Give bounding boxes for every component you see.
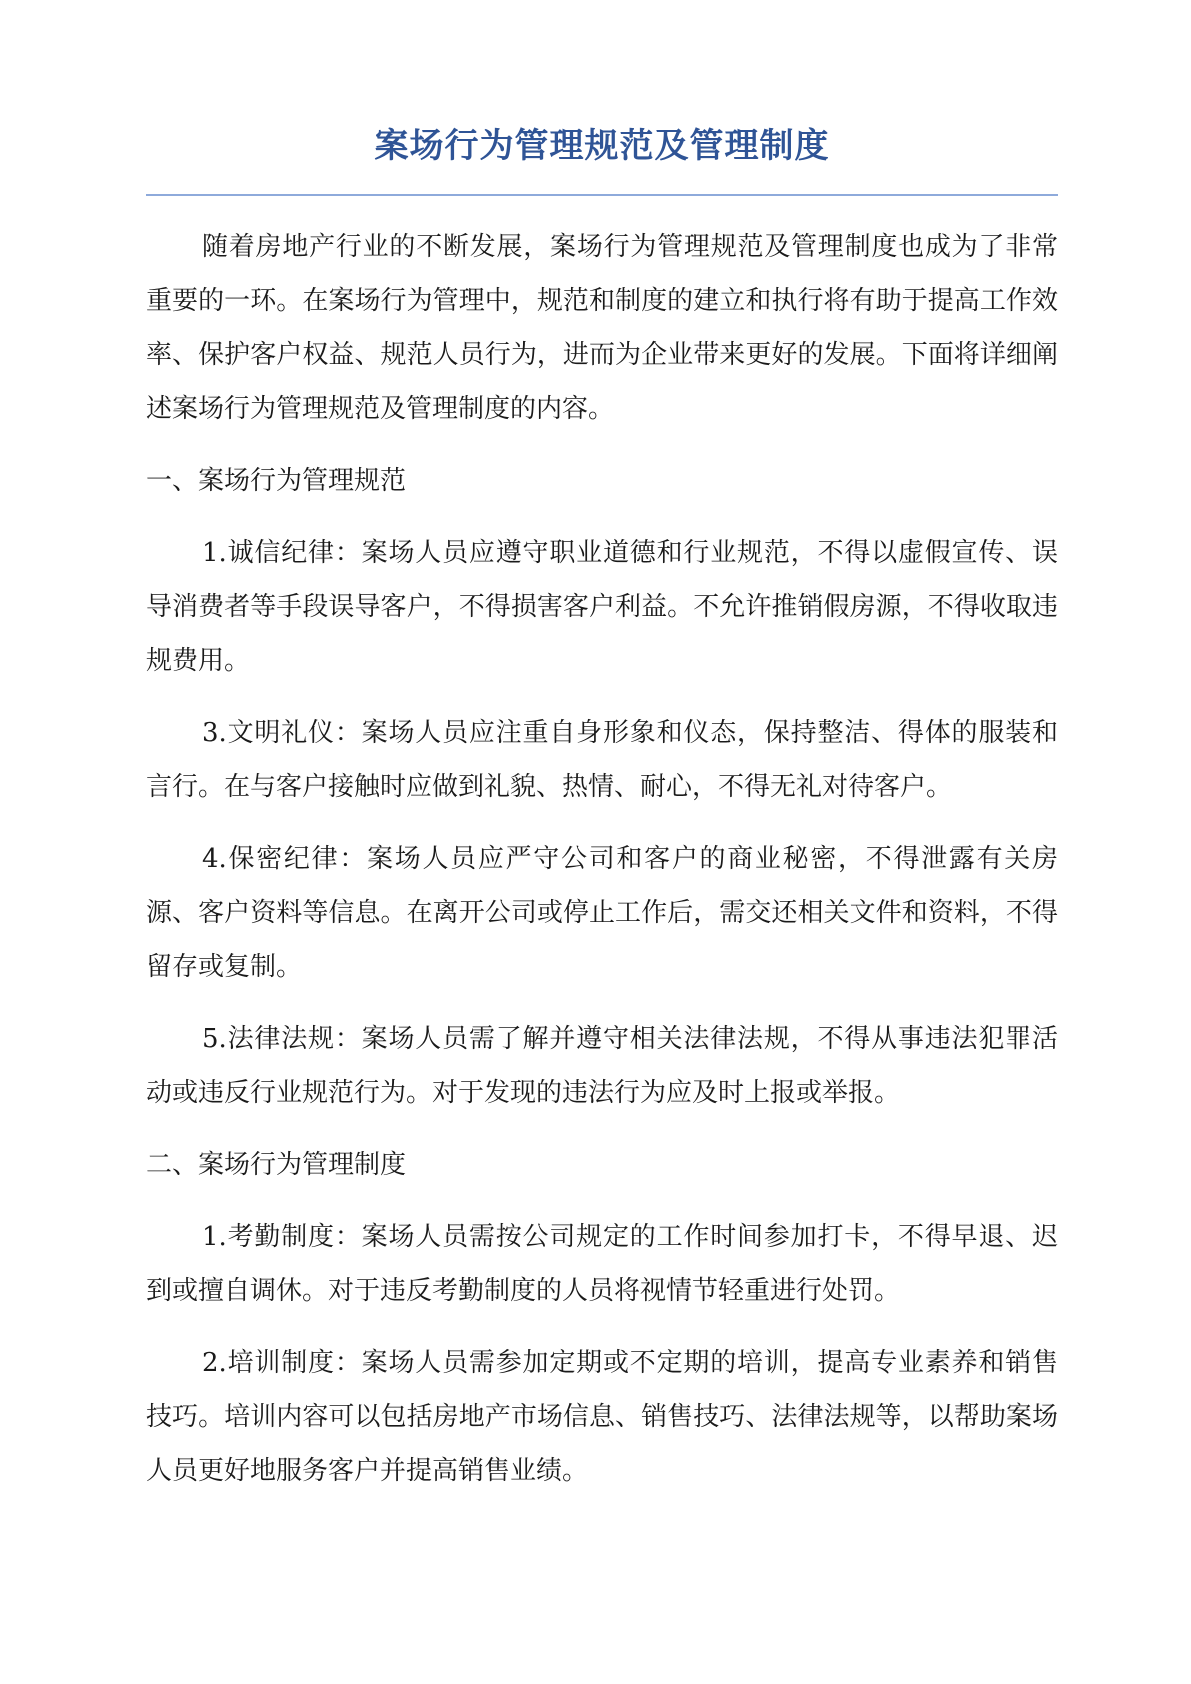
document-body — [146, 220, 1058, 1498]
title-divider — [146, 194, 1058, 196]
system-item-training: 2.培训制度：案场人员需参加定期或不定期的培训，提高专业素养和销售技巧。培训内容可以包括房地产市场信息、销售技巧、法律法规等，以帮助案场人员更好地服务客户并提高销售业绩。 — [146, 1348, 1058, 1486]
norm-item-etiquette: 3.文明礼仪：案场人员应注重自身形象和仪态，保持整洁、得体的服装和言行。在与客户接触时应做到礼貌、热情、耐心，不得无礼对待客户。 — [146, 718, 1058, 802]
document-title: 案场行为管理规范及管理制度 — [374, 126, 830, 166]
intro-paragraph: 随着房地产行业的不断发展，案场行为管理规范及管理制度也成为了非常重要的一环。在案场行为管理中，规范和制度的建立和执行将有助于提高工作效率、保护客户权益、规范人员行为，进而为企业带来更好的发展。下面将详细阐述案场行为管理规范及管理制度的内容。 — [146, 232, 1058, 424]
section-heading-system: 二、案场行为管理制度 — [146, 1150, 407, 1180]
norm-item-integrity: 1.诚信纪律：案场人员应遵守职业道德和行业规范，不得以虚假宣传、误导消费者等手段误导客户，不得损害客户利益。不允许推销假房源，不得收取违规费用。 — [146, 538, 1058, 676]
norm-item-law: 5.法律法规：案场人员需了解并遵守相关法律法规，不得从事违法犯罪活动或违反行业规范行为。对于发现的违法行为应及时上报或举报。 — [146, 1024, 1058, 1108]
section-heading-norms: 一、案场行为管理规范 — [146, 466, 407, 496]
norm-item-confidentiality: 4.保密纪律：案场人员应严守公司和客户的商业秘密，不得泄露有关房源、客户资料等信息。在离开公司或停止工作后，需交还相关文件和资料，不得留存或复制。 — [146, 844, 1058, 982]
document-page — [146, 118, 1058, 1516]
system-item-attendance: 1.考勤制度：案场人员需按公司规定的工作时间参加打卡，不得早退、迟到或擅自调休。对于违反考勤制度的人员将视情节轻重进行处罚。 — [146, 1222, 1058, 1306]
